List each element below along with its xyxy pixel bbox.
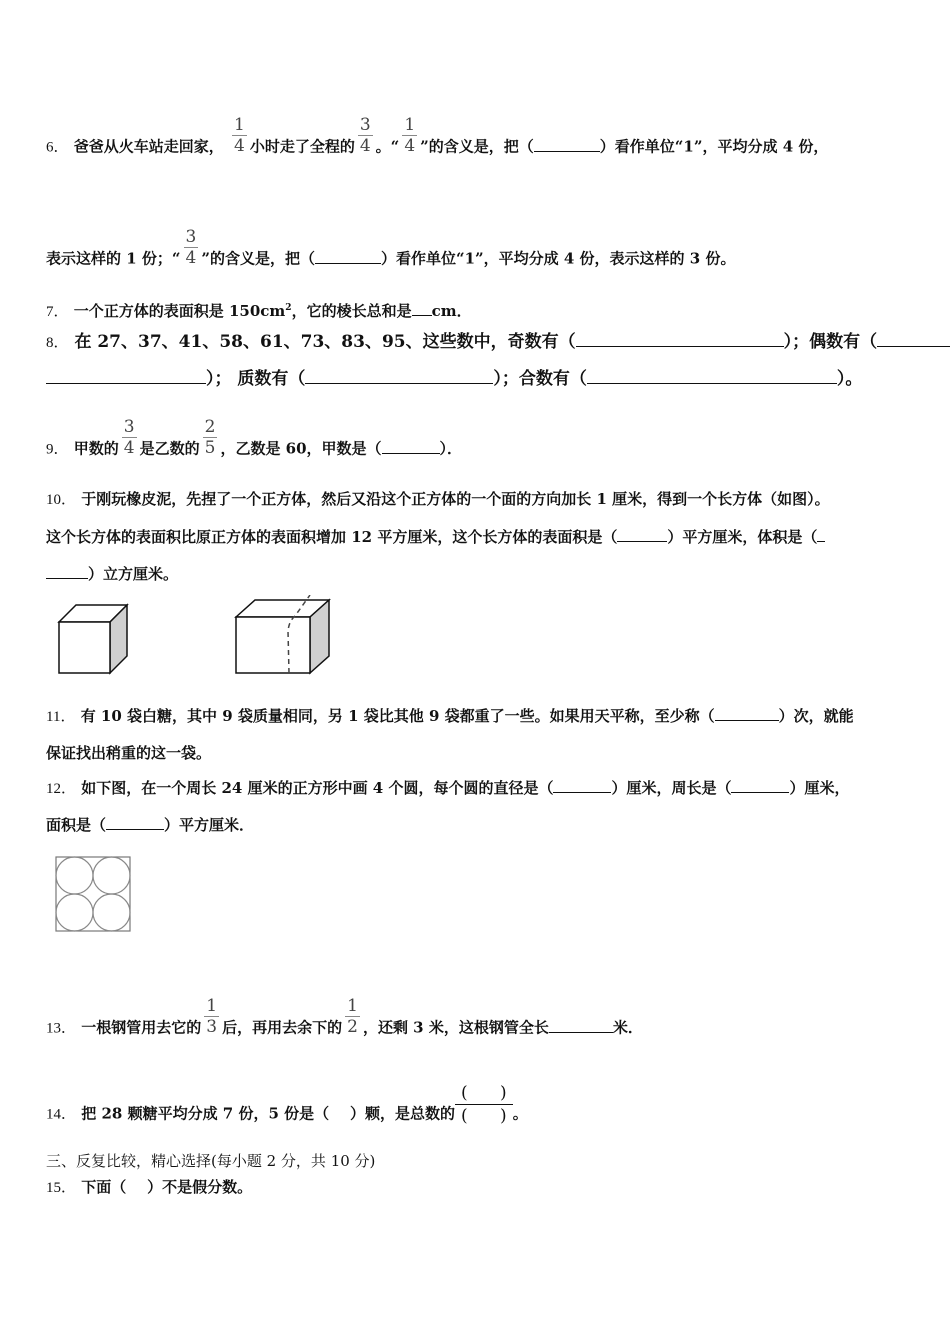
- question-text: 在 27、37、41、58、61、73、83、95、这些数中，奇数有（: [74, 332, 576, 352]
- answer-blank-diameter[interactable]: [553, 778, 611, 793]
- cuboid-figure: [233, 595, 333, 675]
- answer-blank-area[interactable]: [106, 815, 164, 830]
- question-9: [46, 417, 463, 470]
- question-text: 后，再用去余下的: [222, 1018, 343, 1037]
- question-text: ）； 质数有（: [206, 369, 306, 389]
- cube-figure: [56, 602, 132, 676]
- question-text: 是乙数的: [139, 439, 200, 458]
- section-title: 三、反复比较，精心选择(每小题 2 分，共 10 分): [46, 1152, 376, 1170]
- answer-blank[interactable]: [315, 249, 381, 264]
- question-10-line-2: [46, 527, 825, 547]
- numerator: 1: [206, 996, 218, 1016]
- question-text: ，它的棱长总和是: [291, 302, 412, 320]
- answer-blank-composite[interactable]: [587, 369, 837, 384]
- question-text: 。“: [375, 137, 400, 156]
- question-text: 米．: [612, 1018, 643, 1037]
- four-circles-in-square-figure: [55, 856, 133, 934]
- question-text: ）平方厘米．: [164, 816, 255, 834]
- question-text: 。: [512, 1104, 528, 1123]
- answer-blank[interactable]: [412, 301, 432, 316]
- question-text: ）次，就能: [778, 707, 854, 725]
- answer-blank-odd[interactable]: [576, 332, 784, 347]
- question-11-line-2: [46, 743, 211, 763]
- question-number: 7．: [46, 304, 69, 320]
- fraction: [203, 417, 218, 458]
- question-7: [46, 298, 472, 322]
- question-6-line-1: [46, 115, 829, 168]
- question-8-line-2: [46, 369, 862, 389]
- question-text: ）厘米，: [789, 779, 850, 797]
- fraction: [232, 115, 247, 156]
- question-6-line-2: [46, 227, 736, 280]
- question-text: 于刚玩橡皮泥，先捏了一个正方体，然后又沿这个正方体的一个面的方向加长 1 厘米，得到一个长方体（如图）。: [81, 490, 830, 508]
- numerator: 3: [185, 227, 197, 247]
- question-text: ）；合数有（: [493, 369, 587, 389]
- question-text: ）立方厘米。: [88, 565, 179, 583]
- question-text: ，还剩 3 米，这根钢管全长: [362, 1018, 549, 1037]
- question-text: 下面（ ）不是假分数。: [81, 1178, 253, 1196]
- question-text: 有 10 袋白糖，其中 9 袋质量相同，另 1 袋比其他 9 袋都重了一些。如果用天平称，至少称（: [80, 707, 715, 725]
- section-3-title: [46, 1151, 375, 1171]
- numerator-blank: ( ): [461, 1083, 507, 1103]
- denominator: 3: [206, 1017, 218, 1037]
- question-text: ）．: [439, 439, 463, 458]
- question-text: ）。: [836, 369, 863, 389]
- answer-blank-even[interactable]: [877, 332, 950, 347]
- question-number: 9．: [46, 441, 69, 458]
- question-text: 表示这样的 1 份；“: [46, 249, 181, 268]
- question-text: 如下图，在一个周长 24 厘米的正方形中画 4 个圆，每个圆的直径是（: [81, 779, 554, 797]
- question-10-line-1: [46, 489, 830, 510]
- question-text: ）看作单位“1”，平均分成 4 份，: [599, 137, 829, 156]
- question-number: 6．: [46, 139, 69, 156]
- denominator: 4: [185, 248, 197, 268]
- answer-blank-surface[interactable]: [617, 527, 667, 542]
- question-text: ）厘米，周长是（: [611, 779, 732, 797]
- question-text: 爸爸从火车站走回家，: [73, 137, 224, 156]
- question-14: [46, 1083, 528, 1137]
- denominator-blank: ( ): [455, 1104, 513, 1127]
- numerator: 3: [359, 115, 371, 135]
- question-text: ”的含义是，把（: [201, 249, 315, 268]
- question-text: 一个正方体的表面积是 150cm: [73, 302, 286, 320]
- numerator: 1: [404, 115, 416, 135]
- answer-blank[interactable]: [534, 137, 600, 152]
- question-text: 保证找出稍重的这一袋。: [46, 744, 212, 762]
- fraction-blank[interactable]: [455, 1082, 513, 1127]
- answer-blank[interactable]: [715, 706, 779, 721]
- question-number: 15．: [46, 1180, 77, 1196]
- question-text: ，乙数是 60，甲数是（: [220, 439, 382, 458]
- question-text: 把 28 颗糖平均分成 7 份，5 份是（ ）颗，是总数的: [81, 1104, 455, 1123]
- denominator: 4: [123, 438, 135, 458]
- question-text: ）；偶数有（: [783, 332, 878, 352]
- question-text: cm．: [431, 302, 472, 320]
- numerator: 1: [347, 996, 358, 1016]
- fraction: [345, 996, 360, 1037]
- question-text: 甲数的: [73, 439, 119, 458]
- question-8-line-1: [46, 332, 950, 353]
- numerator: 3: [123, 417, 135, 437]
- question-text: ”的含义是，把（: [420, 137, 534, 156]
- answer-blank[interactable]: [549, 1018, 613, 1033]
- question-text: 面积是（: [46, 816, 107, 834]
- answer-blank-prime[interactable]: [305, 369, 493, 384]
- fraction: [402, 115, 417, 156]
- answer-blank-volume-cont[interactable]: [46, 564, 88, 579]
- denominator: 4: [234, 136, 245, 156]
- question-12-line-2: [46, 815, 254, 835]
- numerator: 2: [204, 417, 216, 437]
- question-15: [46, 1177, 252, 1198]
- answer-blank-circumference[interactable]: [731, 778, 789, 793]
- question-number: 12．: [46, 781, 77, 797]
- question-number: 11．: [46, 709, 76, 725]
- answer-blank-even-cont[interactable]: [46, 369, 206, 384]
- denominator: 4: [359, 136, 371, 156]
- denominator: 2: [347, 1017, 358, 1037]
- fraction: [358, 115, 373, 156]
- question-number: 10．: [46, 492, 77, 508]
- question-text: 这个长方体的表面积比原正方体的表面积增加 12 平方厘米，这个长方体的表面积是（: [46, 528, 618, 546]
- question-11-line-1: [46, 706, 854, 727]
- question-text: 一根钢管用去它的: [81, 1018, 202, 1037]
- denominator: 4: [404, 136, 416, 156]
- question-number: 8．: [46, 335, 69, 351]
- fraction: [204, 996, 219, 1037]
- question-number: 14．: [46, 1106, 77, 1123]
- question-text: ）看作单位“1”，平均分成 4 份，表示这样的 3 份。: [380, 249, 736, 268]
- question-text: 小时走了全程的: [249, 137, 355, 156]
- question-12-line-1: [46, 778, 849, 799]
- numerator: 1: [234, 115, 245, 135]
- fraction: [184, 227, 199, 268]
- answer-blank-volume[interactable]: [817, 527, 825, 542]
- superscript: 2: [285, 303, 292, 313]
- question-10-line-3: [46, 564, 178, 584]
- denominator: 5: [204, 438, 216, 458]
- fraction: [122, 417, 137, 458]
- question-number: 13．: [46, 1020, 77, 1037]
- question-text: ）平方厘米，体积是（: [667, 528, 818, 546]
- answer-blank[interactable]: [382, 439, 440, 454]
- question-13: [46, 996, 643, 1049]
